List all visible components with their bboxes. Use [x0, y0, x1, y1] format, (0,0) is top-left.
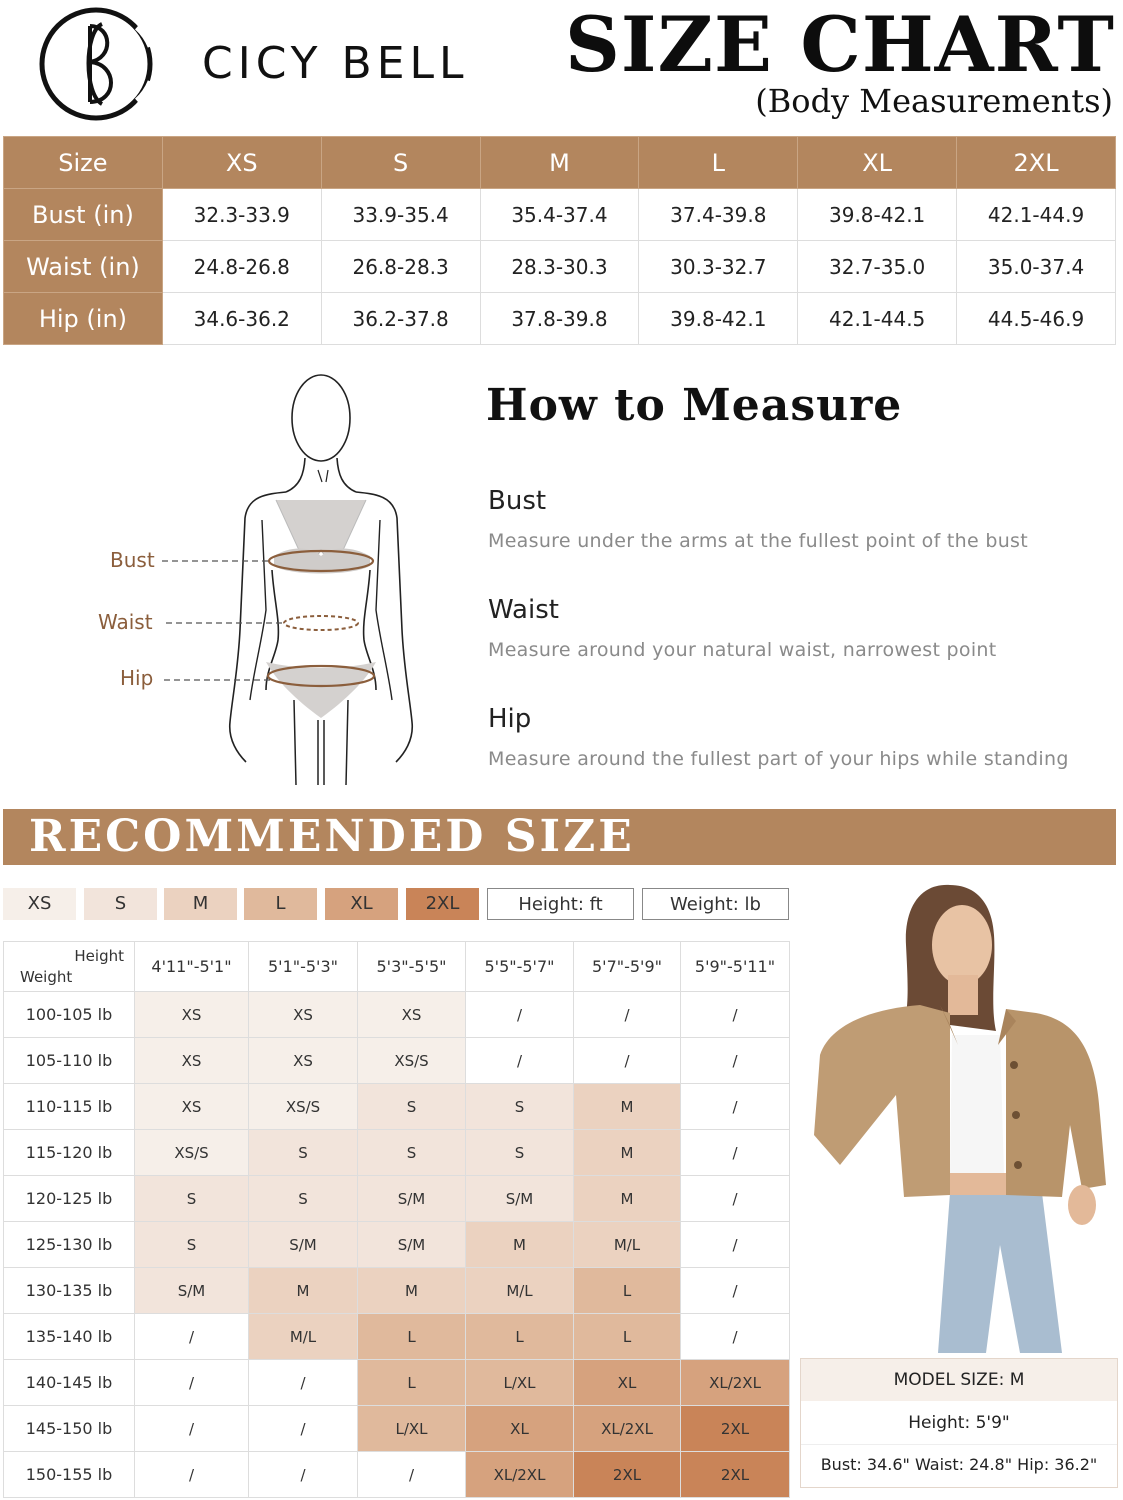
measurement-header-row — [4, 137, 1116, 189]
model-photo — [800, 875, 1118, 1353]
size-cell: / — [466, 992, 574, 1038]
size-cell: M/L — [249, 1314, 358, 1360]
table-cell: 35.4-37.4 — [480, 189, 639, 241]
table-row — [4, 1222, 790, 1268]
corner-height-label: Height — [74, 947, 124, 965]
legend-l: L — [244, 888, 317, 920]
weight-row-label: 115-120 lb — [4, 1130, 135, 1176]
weight-row-label: 110-115 lb — [4, 1084, 135, 1130]
figure-label-hip: Hip — [120, 666, 154, 690]
size-cell: / — [249, 1406, 358, 1452]
size-cell: / — [681, 1314, 790, 1360]
size-cell: / — [466, 1038, 574, 1084]
weight-row-label: 135-140 lb — [4, 1314, 135, 1360]
bust-heading: Bust — [488, 486, 547, 516]
table-cell: 32.3-33.9 — [162, 189, 321, 241]
size-cell: / — [681, 1222, 790, 1268]
size-cell: S — [249, 1130, 358, 1176]
size-cell: / — [135, 1360, 249, 1406]
size-col-header: 2XL — [957, 137, 1116, 189]
model-measurements: Bust: 34.6" Waist: 24.8" Hip: 36.2" — [820, 1455, 1098, 1474]
table-cell: 42.1-44.9 — [957, 189, 1116, 241]
height-col-header: 5'5"-5'7" — [466, 942, 574, 992]
brand-logo-icon — [38, 6, 158, 122]
banner-title: RECOMMENDED SIZE — [29, 811, 635, 862]
height-col-header: 4'11"-5'1" — [135, 942, 249, 992]
waist-row — [4, 241, 1116, 293]
size-cell: 2XL — [681, 1406, 790, 1452]
size-cell: L/XL — [466, 1360, 574, 1406]
size-cell: XL — [466, 1406, 574, 1452]
size-cell: S — [358, 1130, 466, 1176]
size-cell: M — [358, 1268, 466, 1314]
table-row — [4, 1360, 790, 1406]
size-cell: 2XL — [574, 1452, 681, 1498]
size-cell: M — [574, 1084, 681, 1130]
height-col-header: 5'7"-5'9" — [574, 942, 681, 992]
table-cell: 42.1-44.5 — [798, 293, 957, 345]
size-cell: / — [135, 1314, 249, 1360]
weight-row-label: 105-110 lb — [4, 1038, 135, 1084]
table-row — [4, 1176, 790, 1222]
weight-row-label: 125-130 lb — [4, 1222, 135, 1268]
table-row — [4, 1452, 790, 1498]
table-row — [4, 992, 790, 1038]
legend-xs: XS — [3, 888, 76, 920]
size-col-header: L — [639, 137, 798, 189]
table-cell: 24.8-26.8 — [162, 241, 321, 293]
size-cell: M/L — [574, 1222, 681, 1268]
size-cell: 2XL — [681, 1452, 790, 1498]
model-size: MODEL SIZE: M — [801, 1359, 1117, 1401]
size-cell: / — [574, 1038, 681, 1084]
table-cell: 33.9-35.4 — [321, 189, 480, 241]
size-cell: S — [249, 1176, 358, 1222]
how-to-measure-title: How to Measure — [486, 380, 903, 431]
body-figure-illustration — [90, 370, 430, 790]
size-col-header: XL — [798, 137, 957, 189]
size-cell: S/M — [466, 1176, 574, 1222]
size-cell: XL/2XL — [466, 1452, 574, 1498]
size-header: Size — [4, 137, 163, 189]
size-cell: S/M — [135, 1268, 249, 1314]
table-cell: 26.8-28.3 — [321, 241, 480, 293]
table-cell: 36.2-37.8 — [321, 293, 480, 345]
size-cell: / — [135, 1452, 249, 1498]
size-cell: XL/2XL — [681, 1360, 790, 1406]
size-cell: M — [466, 1222, 574, 1268]
hip-heading: Hip — [488, 704, 532, 734]
size-col-header: XS — [162, 137, 321, 189]
table-cell: 34.6-36.2 — [162, 293, 321, 345]
size-cell: / — [681, 1084, 790, 1130]
legend-2xl: 2XL — [406, 888, 479, 920]
size-cell: S/M — [249, 1222, 358, 1268]
corner-cell — [4, 942, 135, 992]
legend-xl: XL — [325, 888, 398, 920]
size-cell: M — [249, 1268, 358, 1314]
model-info-box — [800, 1358, 1118, 1488]
size-cell: / — [681, 1176, 790, 1222]
size-cell: / — [135, 1406, 249, 1452]
bust-description: Measure under the arms at the fullest point of the bust — [488, 530, 1029, 552]
size-cell: / — [249, 1360, 358, 1406]
size-cell: S — [466, 1130, 574, 1176]
size-cell: L/XL — [358, 1406, 466, 1452]
size-cell: S/M — [358, 1176, 466, 1222]
size-cell: / — [574, 992, 681, 1038]
table-cell: 37.4-39.8 — [639, 189, 798, 241]
height-col-header: 5'9"-5'11" — [681, 942, 790, 992]
weight-row-label: 130-135 lb — [4, 1268, 135, 1314]
legend-s: S — [84, 888, 157, 920]
table-row — [4, 1084, 790, 1130]
bust-row — [4, 189, 1116, 241]
weight-row-label: 150-155 lb — [4, 1452, 135, 1498]
size-cell: XS — [135, 1084, 249, 1130]
height-col-header: 5'3"-5'5" — [358, 942, 466, 992]
table-row — [4, 1314, 790, 1360]
size-cell: S — [466, 1084, 574, 1130]
size-col-header: S — [321, 137, 480, 189]
size-cell: XS — [249, 1038, 358, 1084]
table-cell: 35.0-37.4 — [957, 241, 1116, 293]
size-cell: / — [358, 1452, 466, 1498]
size-cell: L — [574, 1314, 681, 1360]
table-cell: 39.8-42.1 — [798, 189, 957, 241]
size-cell: S — [135, 1176, 249, 1222]
size-cell: M — [574, 1130, 681, 1176]
brand-name: CICY BELL — [202, 38, 469, 89]
table-cell: 28.3-30.3 — [480, 241, 639, 293]
weight-row-label: 120-125 lb — [4, 1176, 135, 1222]
size-cell: L — [358, 1314, 466, 1360]
figure-label-bust: Bust — [110, 548, 155, 572]
weight-row-label: 140-145 lb — [4, 1360, 135, 1406]
row-label: Waist (in) — [4, 241, 163, 293]
size-cell: XL — [574, 1360, 681, 1406]
size-cell: XL/2XL — [574, 1406, 681, 1452]
size-cell: XS — [135, 992, 249, 1038]
table-row — [4, 1038, 790, 1084]
model-height: Height: 5'9" — [801, 1401, 1117, 1445]
waist-heading: Waist — [488, 595, 559, 625]
legend-m: M — [164, 888, 237, 920]
size-cell: S — [358, 1084, 466, 1130]
page-subtitle: (Body Measurements) — [755, 82, 1113, 120]
page-title: SIZE CHART — [565, 0, 1115, 89]
row-label: Hip (in) — [4, 293, 163, 345]
table-row — [4, 1406, 790, 1452]
height-header-row — [4, 942, 790, 992]
table-cell: 44.5-46.9 — [957, 293, 1116, 345]
table-row — [4, 1268, 790, 1314]
table-row — [4, 1130, 790, 1176]
size-cell: / — [681, 1268, 790, 1314]
size-cell: M — [574, 1176, 681, 1222]
size-cell: L — [358, 1360, 466, 1406]
size-cell: XS — [135, 1038, 249, 1084]
measurement-table — [3, 136, 1116, 345]
row-label: Bust (in) — [4, 189, 163, 241]
size-cell: S/M — [358, 1222, 466, 1268]
size-cell: L — [466, 1314, 574, 1360]
weight-row-label: 145-150 lb — [4, 1406, 135, 1452]
size-cell: / — [681, 1038, 790, 1084]
weight-row-label: 100-105 lb — [4, 992, 135, 1038]
size-cell: XS — [358, 992, 466, 1038]
corner-weight-label: Weight — [20, 968, 73, 986]
hip-row — [4, 293, 1116, 345]
size-col-header: M — [480, 137, 639, 189]
height-col-header: 5'1"-5'3" — [249, 942, 358, 992]
size-cell: S — [135, 1222, 249, 1268]
size-cell: / — [681, 1130, 790, 1176]
table-cell: 39.8-42.1 — [639, 293, 798, 345]
waist-description: Measure around your natural waist, narrowest point — [488, 639, 997, 661]
table-cell: 30.3-32.7 — [639, 241, 798, 293]
legend-weight-unit: Weight: lb — [642, 888, 789, 920]
size-cell: XS — [249, 992, 358, 1038]
size-cell: / — [249, 1452, 358, 1498]
table-cell: 37.8-39.8 — [480, 293, 639, 345]
size-cell: M/L — [466, 1268, 574, 1314]
recommended-size-table — [3, 941, 790, 1498]
size-cell: XS/S — [358, 1038, 466, 1084]
table-cell: 32.7-35.0 — [798, 241, 957, 293]
size-cell: / — [681, 992, 790, 1038]
size-cell: XS/S — [249, 1084, 358, 1130]
size-cell: L — [574, 1268, 681, 1314]
size-cell: XS/S — [135, 1130, 249, 1176]
figure-label-waist: Waist — [98, 610, 153, 634]
recommended-size-banner — [3, 809, 1116, 865]
legend-height-unit: Height: ft — [487, 888, 634, 920]
hip-description: Measure around the fullest part of your hips while standing — [488, 748, 1069, 770]
